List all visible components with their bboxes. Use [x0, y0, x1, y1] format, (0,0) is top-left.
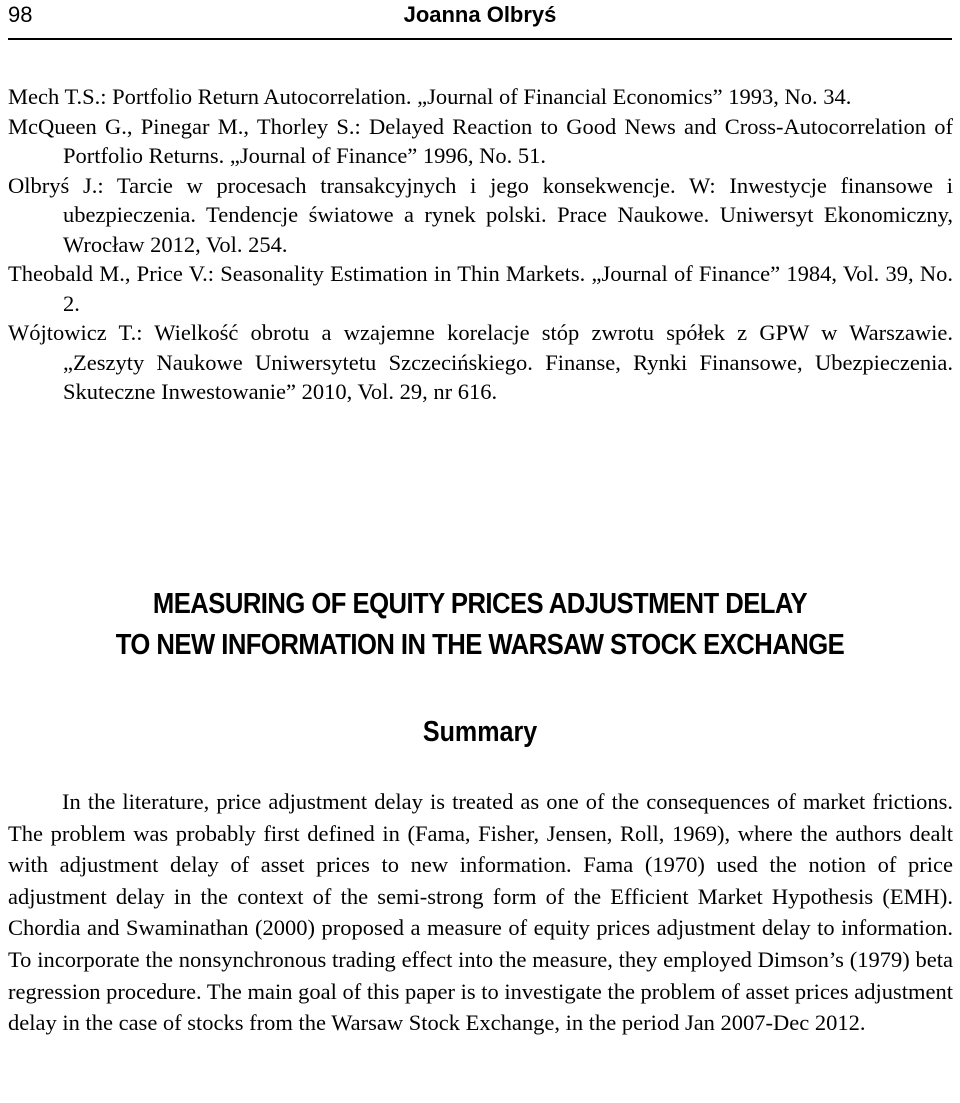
article-title	[48, 584, 912, 666]
reference-item: Mech T.S.: Portfolio Return Autocorrelation. „Journal of Financial Economics” 1993, No. 34.	[8, 84, 852, 109]
reference-list	[8, 82, 953, 407]
reference-item: Olbryś J.: Tarcie w procesach transakcyjnych i jego konsekwencje. W: Inwestycje finansowe i ubezpieczenia. Tendencje światowe a rynek polski. Prace Naukowe. Uniwersyt Ekonomiczny, Wrocław 2012, Vol. 254.	[8, 172, 953, 257]
summary-heading: Summary	[422, 716, 538, 748]
page-header	[8, 0, 952, 34]
article-title-line-2: TO NEW INFORMATION IN THE WARSAW STOCK EXCHANGE	[115, 629, 845, 661]
running-head-author: Joanna Olbryś	[403, 2, 557, 27]
header-rule	[8, 38, 952, 40]
page-number: 98	[8, 2, 33, 27]
article-title-line-1: MEASURING OF EQUITY PRICES ADJUSTMENT DELAY	[152, 588, 808, 620]
reference-item: Theobald M., Price V.: Seasonality Estimation in Thin Markets. „Journal of Finance” 1984, Vol. 39, No. 2.	[8, 261, 953, 316]
reference-item: McQueen G., Pinegar M., Thorley S.: Delayed Reaction to Good News and Cross-Autocorrelation of Portfolio Returns. „Journal of Finance” 1996, No. 51.	[8, 113, 953, 168]
reference-item: Wójtowicz T.: Wielkość obrotu a wzajemne korelacje stóp zwrotu spółek z GPW w Warszawie. „Zeszyty Naukowe Uniwersytetu Szczecińskiego. Finanse, Rynki Finansowe, Ubezpieczenia. Skuteczne Inwestowanie” 2010, Vol. 29, nr 616.	[8, 320, 953, 404]
summary-paragraph: In the literature, price adjustment delay is treated as one of the consequences of market frictions. The problem was probably first defined in (Fama, Fisher, Jensen, Roll, 1969), where the authors dealt with adjustment delay of asset prices to new information. Fama (1970) used the notion of price adjustment delay in the context of the semi-strong form of the Efficient Market Hypothesis (EMH). Chordia and Swaminathan (2000) proposed a measure of equity prices adjustment delay to information. To incorporate the nonsynchronous trading effect into the measure, they employed Dimson’s (1979) beta regression procedure. The main goal of this paper is to investigate the problem of asset prices adjustment delay in the case of stocks from the Warsaw Stock Exchange, in the period Jan 2007-Dec 2012.	[8, 789, 953, 1036]
